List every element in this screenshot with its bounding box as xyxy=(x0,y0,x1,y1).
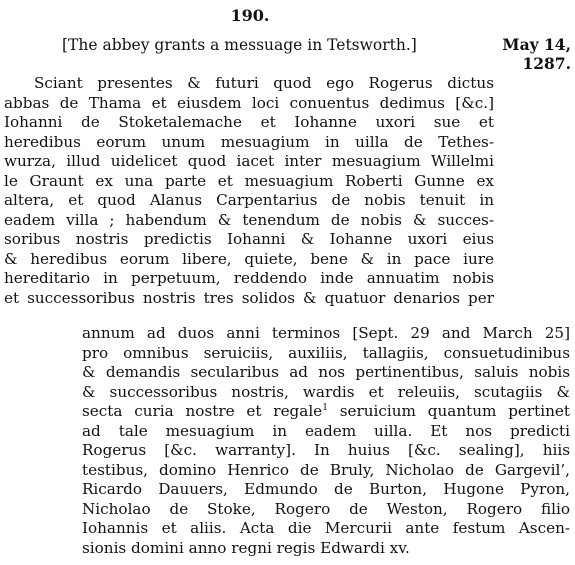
year-line: 1287. xyxy=(522,54,571,73)
text-fragment: seruicium quantum pertinet xyxy=(327,402,571,420)
text-line: wurza, illud uidelicet quod iacet inter mesuagium Willelmi xyxy=(4,152,494,170)
text-line: Iohannis et aliis. Acta die Mercurii ante festum Ascen- xyxy=(82,519,570,537)
text-line: & heredibus eorum libere, quiete, bene & in pace iure xyxy=(4,249,494,268)
footnote-marker: 1 xyxy=(322,402,328,413)
text-line: sionis domini anno regni regis Edwardi xv. xyxy=(82,538,410,557)
text-fragment: secta curia nostre et regale xyxy=(82,402,323,420)
text-line: le Graunt ex una parte et mesuagium Roberti Gunne ex xyxy=(4,171,494,190)
text-line: & successoribus nostris, wardis et releuiis, scutagiis & xyxy=(82,382,570,401)
charter-text-block-1 xyxy=(4,74,494,308)
text-line: eadem villa ; habendum & tenendum de nobis & succes- xyxy=(4,210,494,229)
text-line-with-footnote xyxy=(82,402,570,422)
text-line: soribus nostris predictis Iohanni & Iohanne uxori eius xyxy=(4,230,494,248)
charter-date xyxy=(502,35,571,73)
text-line: testibus, domino Henrico de Bruly, Nicholao de Gargevil’, xyxy=(82,460,570,479)
text-line: et successoribus nostris tres solidos & quatuor denarios per xyxy=(4,288,494,307)
text-line: Rogerus [&c. warranty]. In huius [&c. sealing], hiis xyxy=(82,441,570,459)
date-line: May 14, xyxy=(502,35,571,54)
text-line: Ricardo Dauuers, Edmundo de Burton, Hugone Pyron, xyxy=(82,480,570,498)
text-line: pro omnibus seruiciis, auxiliis, tallagiis, consuetudinibus xyxy=(82,343,570,362)
charter-text-block-2 xyxy=(82,324,570,558)
text-line: abbas de Thama et eiusdem loci conuentus dedimus [&c.] xyxy=(4,93,494,112)
text-line: hereditario in perpetuum, reddendo inde annuatim nobis xyxy=(4,269,494,287)
text-line: heredibus eorum unum mesuagium in uilla de Tethes- xyxy=(4,132,494,151)
text-line: Sciant presentes & futuri quod ego Rogerus dictus xyxy=(34,74,494,92)
charter-heading: [The abbey grants a messuage in Tetsworth.] xyxy=(62,36,417,54)
text-line: Nicholao de Stoke, Rogero de Weston, Rogero filio xyxy=(82,499,570,518)
text-line: annum ad duos anni terminos [Sept. 29 and March 25] xyxy=(82,324,570,342)
text-line: altera, et quod Alanus Carpentarius de nobis tenuit in xyxy=(4,191,494,209)
text-line: Iohanni de Stoketalemache et Iohanne uxori sue et xyxy=(4,113,494,131)
charter-number: 190. xyxy=(230,6,270,25)
text-line: & demandis secularibus ad nos pertinentibus, saluis nobis xyxy=(82,363,570,381)
text-line: ad tale mesuagium in eadem uilla. Et nos predicti xyxy=(82,421,570,440)
